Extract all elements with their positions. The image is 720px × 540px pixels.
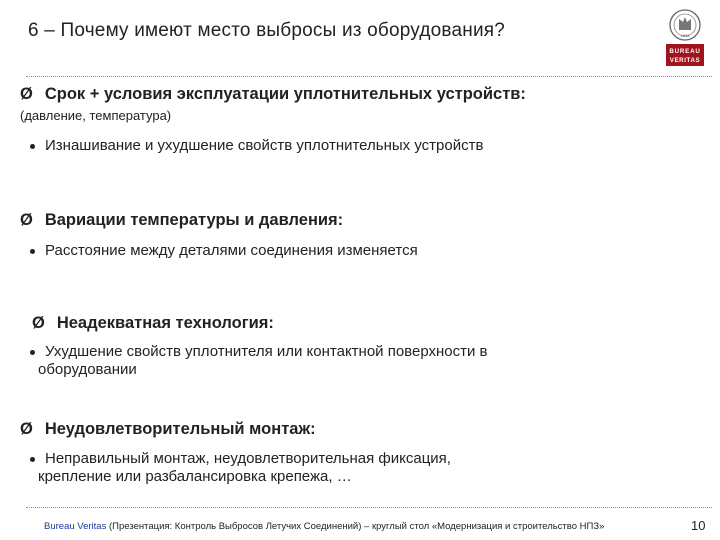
- bullet-3-1: Ухудшение свойств уплотнителя или контактной поверхности в оборудовании: [30, 343, 488, 379]
- arrow-icon: Ø: [32, 314, 45, 332]
- page-number: 10: [691, 518, 706, 533]
- logo-emblem: [660, 6, 710, 68]
- logo-line-2: VERITAS: [669, 57, 701, 64]
- footer-brand: Bureau Veritas: [44, 521, 107, 532]
- section-heading-3: Ø Неадекватная технология:: [32, 314, 274, 332]
- bottom-divider: [26, 507, 712, 508]
- footer-text: Bureau Veritas (Презентация: Контроль Выбросов Летучих Соединений) – круглый стол «Модернизация и строительство НПЗ»: [44, 521, 605, 532]
- slide-title: 6 – Почему имеют место выбросы из оборудования?: [28, 20, 506, 41]
- bullet-2-1: Расстояние между деталями соединения изменяется: [30, 242, 418, 260]
- section-heading-1: Ø Срок + условия эксплуатации уплотнительных устройств:: [20, 85, 526, 103]
- arrow-icon: Ø: [20, 420, 33, 438]
- top-divider: [26, 76, 712, 77]
- bureau-veritas-logo: [660, 6, 710, 68]
- section-subheading-1: (давление, температура): [20, 108, 172, 123]
- bullet-4-1: Неправильный монтаж, неудовлетворительная фиксация, крепление или разбалансировка крепежа, …: [30, 450, 451, 486]
- logo-line-1: BUREAU: [669, 48, 701, 55]
- bullet-1-1: Изнашивание и ухудшение свойств уплотнительных устройств: [30, 137, 483, 155]
- bullet-dot-icon: [30, 350, 35, 355]
- arrow-icon: Ø: [20, 85, 33, 103]
- section-heading-2: Ø Вариации температуры и давления:: [20, 211, 344, 229]
- logo-year: 1828: [680, 33, 690, 38]
- arrow-icon: Ø: [20, 211, 33, 229]
- bullet-dot-icon: [30, 249, 35, 254]
- bullet-dot-icon: [30, 457, 35, 462]
- bullet-dot-icon: [30, 144, 35, 149]
- section-heading-4: Ø Неудовлетворительный монтаж:: [20, 420, 316, 438]
